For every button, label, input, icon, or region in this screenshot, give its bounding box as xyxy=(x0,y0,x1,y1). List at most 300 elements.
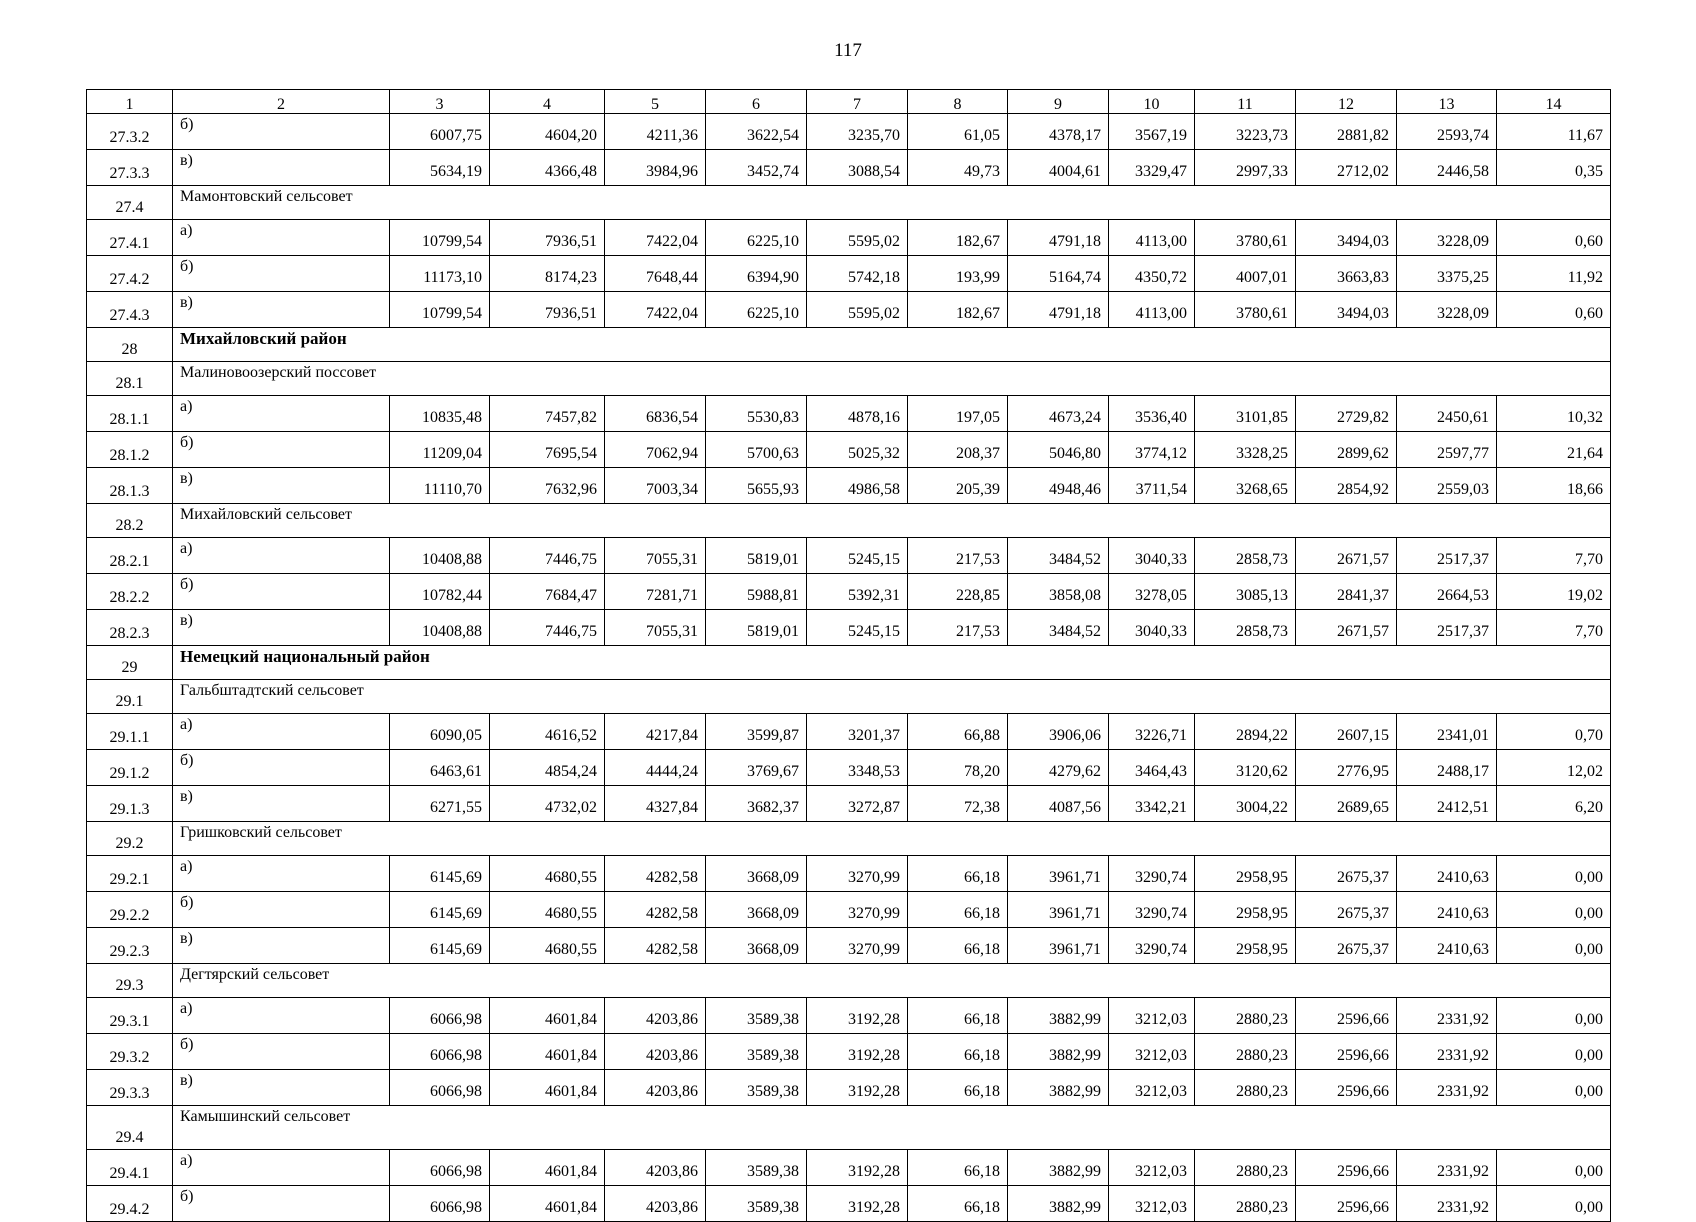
cell-col-13: 2331,92 xyxy=(1397,1070,1497,1106)
row-code: 28.1.1 xyxy=(87,396,173,432)
cell-col-9: 3882,99 xyxy=(1008,1186,1109,1222)
cell-col-4: 8174,23 xyxy=(490,256,605,292)
column-header: 9 xyxy=(1008,90,1109,114)
cell-col-9: 3484,52 xyxy=(1008,538,1109,574)
row-variant: а) xyxy=(173,396,390,432)
cell-col-11: 2858,73 xyxy=(1195,610,1296,646)
cell-col-4: 4601,84 xyxy=(490,1070,605,1106)
cell-col-4: 7632,96 xyxy=(490,468,605,504)
cell-col-5: 4203,86 xyxy=(605,998,706,1034)
cell-col-7: 3235,70 xyxy=(807,114,908,150)
cell-col-14: 7,70 xyxy=(1497,538,1611,574)
cell-col-11: 2880,23 xyxy=(1195,1070,1296,1106)
cell-col-13: 2341,01 xyxy=(1397,714,1497,750)
column-header: 3 xyxy=(390,90,490,114)
cell-col-7: 3270,99 xyxy=(807,928,908,964)
district-title: Немецкий национальный район xyxy=(173,646,1611,680)
cell-col-5: 4203,86 xyxy=(605,1034,706,1070)
cell-col-12: 2729,82 xyxy=(1296,396,1397,432)
cell-col-4: 4604,20 xyxy=(490,114,605,150)
cell-col-5: 7003,34 xyxy=(605,468,706,504)
cell-col-3: 6066,98 xyxy=(390,1070,490,1106)
cell-col-13: 2331,92 xyxy=(1397,1186,1497,1222)
cell-col-9: 3961,71 xyxy=(1008,892,1109,928)
cell-col-3: 5634,19 xyxy=(390,150,490,186)
council-title: Мамонтовский сельсовет xyxy=(173,186,1611,220)
header-row xyxy=(87,90,1611,114)
cell-col-14: 7,70 xyxy=(1497,610,1611,646)
cell-col-7: 5392,31 xyxy=(807,574,908,610)
cell-col-7: 5245,15 xyxy=(807,610,908,646)
council-title: Камышинский сельсовет xyxy=(173,1106,1611,1150)
cell-col-11: 3101,85 xyxy=(1195,396,1296,432)
cell-col-5: 4203,86 xyxy=(605,1150,706,1186)
council-title: Гальбштадтский сельсовет xyxy=(173,680,1611,714)
cell-col-6: 3589,38 xyxy=(706,1070,807,1106)
cell-col-6: 6225,10 xyxy=(706,292,807,328)
cell-col-6: 3668,09 xyxy=(706,892,807,928)
cell-col-11: 3328,25 xyxy=(1195,432,1296,468)
column-header: 13 xyxy=(1397,90,1497,114)
cell-col-13: 2450,61 xyxy=(1397,396,1497,432)
cell-col-3: 10799,54 xyxy=(390,292,490,328)
row-code: 28.2 xyxy=(87,504,173,538)
cell-col-14: 0,00 xyxy=(1497,1070,1611,1106)
cell-col-13: 2517,37 xyxy=(1397,610,1497,646)
cell-col-11: 2880,23 xyxy=(1195,1034,1296,1070)
cell-col-6: 6394,90 xyxy=(706,256,807,292)
cell-col-11: 2958,95 xyxy=(1195,928,1296,964)
cell-col-4: 7936,51 xyxy=(490,292,605,328)
cell-col-9: 3484,52 xyxy=(1008,610,1109,646)
cell-col-14: 0,60 xyxy=(1497,292,1611,328)
row-code: 27.4.1 xyxy=(87,220,173,256)
council-title: Малиновоозерский поссовет xyxy=(173,362,1611,396)
cell-col-10: 3711,54 xyxy=(1109,468,1195,504)
cell-col-5: 6836,54 xyxy=(605,396,706,432)
row-code: 29.4.1 xyxy=(87,1150,173,1186)
table-row xyxy=(87,714,1611,750)
column-header: 7 xyxy=(807,90,908,114)
cell-col-9: 4087,56 xyxy=(1008,786,1109,822)
row-code: 27.4.3 xyxy=(87,292,173,328)
row-code: 29.1.2 xyxy=(87,750,173,786)
cell-col-3: 6145,69 xyxy=(390,892,490,928)
cell-col-3: 6145,69 xyxy=(390,928,490,964)
row-code: 29.1.3 xyxy=(87,786,173,822)
council-title: Дегтярский сельсовет xyxy=(173,964,1611,998)
column-header: 10 xyxy=(1109,90,1195,114)
row-variant: б) xyxy=(173,114,390,150)
cell-col-13: 2446,58 xyxy=(1397,150,1497,186)
cell-col-7: 3088,54 xyxy=(807,150,908,186)
cell-col-7: 3272,87 xyxy=(807,786,908,822)
row-code: 29.3.2 xyxy=(87,1034,173,1070)
row-variant: а) xyxy=(173,1150,390,1186)
table-row xyxy=(87,114,1611,150)
cell-col-7: 3270,99 xyxy=(807,856,908,892)
tariff-table xyxy=(86,89,1611,1222)
cell-col-12: 2689,65 xyxy=(1296,786,1397,822)
cell-col-14: 0,00 xyxy=(1497,856,1611,892)
cell-col-5: 7422,04 xyxy=(605,220,706,256)
cell-col-11: 2958,95 xyxy=(1195,856,1296,892)
cell-col-4: 4680,55 xyxy=(490,856,605,892)
cell-col-4: 4601,84 xyxy=(490,1150,605,1186)
row-variant: а) xyxy=(173,856,390,892)
table-row xyxy=(87,256,1611,292)
cell-col-9: 3882,99 xyxy=(1008,1150,1109,1186)
row-code: 29 xyxy=(87,646,173,680)
cell-col-4: 4680,55 xyxy=(490,892,605,928)
cell-col-5: 7648,44 xyxy=(605,256,706,292)
cell-col-6: 3452,74 xyxy=(706,150,807,186)
cell-col-8: 228,85 xyxy=(908,574,1008,610)
row-code: 28.1 xyxy=(87,362,173,396)
table-row xyxy=(87,432,1611,468)
cell-col-9: 4673,24 xyxy=(1008,396,1109,432)
cell-col-11: 2894,22 xyxy=(1195,714,1296,750)
table-row xyxy=(87,786,1611,822)
cell-col-8: 61,05 xyxy=(908,114,1008,150)
cell-col-14: 0,00 xyxy=(1497,928,1611,964)
cell-col-7: 3201,37 xyxy=(807,714,908,750)
table-row xyxy=(87,150,1611,186)
district-row xyxy=(87,328,1611,362)
cell-col-11: 2880,23 xyxy=(1195,998,1296,1034)
cell-col-11: 4007,01 xyxy=(1195,256,1296,292)
cell-col-5: 4282,58 xyxy=(605,928,706,964)
cell-col-5: 4282,58 xyxy=(605,856,706,892)
cell-col-8: 208,37 xyxy=(908,432,1008,468)
cell-col-7: 5025,32 xyxy=(807,432,908,468)
district-title: Михайловский район xyxy=(173,328,1611,362)
cell-col-7: 4878,16 xyxy=(807,396,908,432)
table-row xyxy=(87,750,1611,786)
cell-col-4: 4616,52 xyxy=(490,714,605,750)
cell-col-9: 5164,74 xyxy=(1008,256,1109,292)
row-code: 27.4 xyxy=(87,186,173,220)
cell-col-10: 3226,71 xyxy=(1109,714,1195,750)
cell-col-6: 3589,38 xyxy=(706,1186,807,1222)
cell-col-10: 3040,33 xyxy=(1109,610,1195,646)
cell-col-7: 3192,28 xyxy=(807,1070,908,1106)
cell-col-10: 3774,12 xyxy=(1109,432,1195,468)
cell-col-3: 10782,44 xyxy=(390,574,490,610)
cell-col-10: 3567,19 xyxy=(1109,114,1195,150)
row-code: 29.2.3 xyxy=(87,928,173,964)
cell-col-12: 3494,03 xyxy=(1296,292,1397,328)
cell-col-8: 217,53 xyxy=(908,538,1008,574)
cell-col-7: 4986,58 xyxy=(807,468,908,504)
cell-col-10: 4113,00 xyxy=(1109,292,1195,328)
cell-col-5: 4211,36 xyxy=(605,114,706,150)
row-code: 29.1 xyxy=(87,680,173,714)
cell-col-9: 3906,06 xyxy=(1008,714,1109,750)
row-code: 29.2.1 xyxy=(87,856,173,892)
cell-col-10: 3290,74 xyxy=(1109,892,1195,928)
cell-col-10: 3212,03 xyxy=(1109,1070,1195,1106)
cell-col-11: 2958,95 xyxy=(1195,892,1296,928)
cell-col-14: 0,00 xyxy=(1497,1186,1611,1222)
cell-col-9: 4279,62 xyxy=(1008,750,1109,786)
cell-col-6: 3668,09 xyxy=(706,928,807,964)
cell-col-8: 72,38 xyxy=(908,786,1008,822)
cell-col-11: 3780,61 xyxy=(1195,292,1296,328)
cell-col-3: 6007,75 xyxy=(390,114,490,150)
table-row xyxy=(87,1186,1611,1222)
cell-col-13: 2412,51 xyxy=(1397,786,1497,822)
row-variant: в) xyxy=(173,292,390,328)
cell-col-6: 5819,01 xyxy=(706,610,807,646)
cell-col-11: 2880,23 xyxy=(1195,1186,1296,1222)
cell-col-3: 11173,10 xyxy=(390,256,490,292)
row-code: 29.2 xyxy=(87,822,173,856)
cell-col-8: 217,53 xyxy=(908,610,1008,646)
cell-col-12: 2776,95 xyxy=(1296,750,1397,786)
cell-col-13: 3228,09 xyxy=(1397,220,1497,256)
row-code: 29.3.1 xyxy=(87,998,173,1034)
cell-col-4: 7936,51 xyxy=(490,220,605,256)
cell-col-14: 11,92 xyxy=(1497,256,1611,292)
cell-col-8: 182,67 xyxy=(908,292,1008,328)
cell-col-8: 49,73 xyxy=(908,150,1008,186)
row-code: 28.2.3 xyxy=(87,610,173,646)
cell-col-3: 6090,05 xyxy=(390,714,490,750)
table-row xyxy=(87,468,1611,504)
row-code: 27.3.3 xyxy=(87,150,173,186)
cell-col-11: 3223,73 xyxy=(1195,114,1296,150)
section-row xyxy=(87,964,1611,998)
cell-col-6: 3769,67 xyxy=(706,750,807,786)
column-header: 8 xyxy=(908,90,1008,114)
cell-col-12: 2854,92 xyxy=(1296,468,1397,504)
cell-col-14: 0,00 xyxy=(1497,1150,1611,1186)
cell-col-14: 0,00 xyxy=(1497,892,1611,928)
column-header: 12 xyxy=(1296,90,1397,114)
cell-col-11: 2880,23 xyxy=(1195,1150,1296,1186)
cell-col-12: 2712,02 xyxy=(1296,150,1397,186)
cell-col-13: 3375,25 xyxy=(1397,256,1497,292)
row-code: 29.3 xyxy=(87,964,173,998)
page-number: 117 xyxy=(834,40,862,61)
row-code: 29.1.1 xyxy=(87,714,173,750)
column-header: 6 xyxy=(706,90,807,114)
table-row xyxy=(87,292,1611,328)
cell-col-8: 66,18 xyxy=(908,998,1008,1034)
cell-col-7: 5742,18 xyxy=(807,256,908,292)
row-variant: а) xyxy=(173,538,390,574)
cell-col-12: 2596,66 xyxy=(1296,1034,1397,1070)
cell-col-12: 2596,66 xyxy=(1296,1186,1397,1222)
cell-col-4: 7457,82 xyxy=(490,396,605,432)
cell-col-10: 3536,40 xyxy=(1109,396,1195,432)
cell-col-6: 3599,87 xyxy=(706,714,807,750)
cell-col-12: 2607,15 xyxy=(1296,714,1397,750)
cell-col-10: 3290,74 xyxy=(1109,928,1195,964)
column-header: 11 xyxy=(1195,90,1296,114)
section-row xyxy=(87,1106,1611,1150)
table-row xyxy=(87,220,1611,256)
cell-col-12: 2671,57 xyxy=(1296,538,1397,574)
cell-col-5: 4327,84 xyxy=(605,786,706,822)
cell-col-10: 3464,43 xyxy=(1109,750,1195,786)
cell-col-5: 7055,31 xyxy=(605,538,706,574)
cell-col-11: 3780,61 xyxy=(1195,220,1296,256)
cell-col-3: 10835,48 xyxy=(390,396,490,432)
cell-col-12: 2671,57 xyxy=(1296,610,1397,646)
row-variant: б) xyxy=(173,750,390,786)
table-row xyxy=(87,856,1611,892)
cell-col-14: 10,32 xyxy=(1497,396,1611,432)
cell-col-12: 2596,66 xyxy=(1296,1070,1397,1106)
column-header: 1 xyxy=(87,90,173,114)
table-row xyxy=(87,538,1611,574)
cell-col-4: 7446,75 xyxy=(490,610,605,646)
cell-col-10: 3040,33 xyxy=(1109,538,1195,574)
section-row xyxy=(87,362,1611,396)
cell-col-13: 2664,53 xyxy=(1397,574,1497,610)
table-row xyxy=(87,1070,1611,1106)
cell-col-8: 66,18 xyxy=(908,1070,1008,1106)
cell-col-6: 5530,83 xyxy=(706,396,807,432)
cell-col-9: 4791,18 xyxy=(1008,292,1109,328)
row-variant: в) xyxy=(173,468,390,504)
cell-col-13: 2593,74 xyxy=(1397,114,1497,150)
cell-col-6: 3589,38 xyxy=(706,1034,807,1070)
cell-col-11: 3120,62 xyxy=(1195,750,1296,786)
row-variant: б) xyxy=(173,1034,390,1070)
cell-col-5: 4203,86 xyxy=(605,1186,706,1222)
cell-col-12: 2596,66 xyxy=(1296,998,1397,1034)
cell-col-10: 3290,74 xyxy=(1109,856,1195,892)
cell-col-9: 3882,99 xyxy=(1008,998,1109,1034)
cell-col-6: 3668,09 xyxy=(706,856,807,892)
cell-col-3: 6066,98 xyxy=(390,1186,490,1222)
cell-col-3: 11110,70 xyxy=(390,468,490,504)
row-code: 27.4.2 xyxy=(87,256,173,292)
cell-col-9: 4004,61 xyxy=(1008,150,1109,186)
cell-col-4: 4680,55 xyxy=(490,928,605,964)
cell-col-10: 3212,03 xyxy=(1109,1186,1195,1222)
row-code: 28.1.3 xyxy=(87,468,173,504)
cell-col-6: 3589,38 xyxy=(706,1150,807,1186)
cell-col-6: 5655,93 xyxy=(706,468,807,504)
cell-col-7: 3270,99 xyxy=(807,892,908,928)
cell-col-8: 197,05 xyxy=(908,396,1008,432)
row-code: 29.4 xyxy=(87,1106,173,1150)
cell-col-14: 0,00 xyxy=(1497,998,1611,1034)
cell-col-11: 3085,13 xyxy=(1195,574,1296,610)
table-row xyxy=(87,998,1611,1034)
row-code: 29.2.2 xyxy=(87,892,173,928)
council-title: Гришковский сельсовет xyxy=(173,822,1611,856)
cell-col-5: 4217,84 xyxy=(605,714,706,750)
cell-col-13: 2488,17 xyxy=(1397,750,1497,786)
cell-col-4: 7695,54 xyxy=(490,432,605,468)
column-header: 2 xyxy=(173,90,390,114)
cell-col-9: 3961,71 xyxy=(1008,928,1109,964)
cell-col-3: 11209,04 xyxy=(390,432,490,468)
cell-col-9: 3882,99 xyxy=(1008,1034,1109,1070)
row-variant: в) xyxy=(173,150,390,186)
section-row xyxy=(87,504,1611,538)
cell-col-6: 3622,54 xyxy=(706,114,807,150)
cell-col-8: 182,67 xyxy=(908,220,1008,256)
table-row xyxy=(87,1034,1611,1070)
cell-col-12: 2881,82 xyxy=(1296,114,1397,150)
row-variant: б) xyxy=(173,1186,390,1222)
cell-col-3: 6145,69 xyxy=(390,856,490,892)
cell-col-7: 5245,15 xyxy=(807,538,908,574)
row-code: 29.3.3 xyxy=(87,1070,173,1106)
cell-col-14: 0,70 xyxy=(1497,714,1611,750)
section-row xyxy=(87,680,1611,714)
cell-col-11: 3268,65 xyxy=(1195,468,1296,504)
row-variant: в) xyxy=(173,786,390,822)
cell-col-8: 66,18 xyxy=(908,928,1008,964)
cell-col-5: 7062,94 xyxy=(605,432,706,468)
cell-col-7: 3192,28 xyxy=(807,1034,908,1070)
cell-col-10: 3329,47 xyxy=(1109,150,1195,186)
cell-col-8: 205,39 xyxy=(908,468,1008,504)
cell-col-13: 2331,92 xyxy=(1397,1034,1497,1070)
table-row xyxy=(87,396,1611,432)
cell-col-7: 3192,28 xyxy=(807,1150,908,1186)
cell-col-6: 5988,81 xyxy=(706,574,807,610)
cell-col-4: 4601,84 xyxy=(490,998,605,1034)
cell-col-14: 0,00 xyxy=(1497,1034,1611,1070)
cell-col-14: 12,02 xyxy=(1497,750,1611,786)
cell-col-14: 0,60 xyxy=(1497,220,1611,256)
cell-col-9: 3858,08 xyxy=(1008,574,1109,610)
cell-col-4: 4601,84 xyxy=(490,1034,605,1070)
row-code: 28.2.1 xyxy=(87,538,173,574)
cell-col-6: 3682,37 xyxy=(706,786,807,822)
cell-col-12: 2675,37 xyxy=(1296,856,1397,892)
cell-col-12: 2899,62 xyxy=(1296,432,1397,468)
table-body xyxy=(87,90,1611,1222)
row-variant: в) xyxy=(173,1070,390,1106)
cell-col-4: 7446,75 xyxy=(490,538,605,574)
cell-col-3: 10408,88 xyxy=(390,538,490,574)
cell-col-8: 66,88 xyxy=(908,714,1008,750)
cell-col-8: 66,18 xyxy=(908,892,1008,928)
cell-col-5: 7055,31 xyxy=(605,610,706,646)
cell-col-6: 5819,01 xyxy=(706,538,807,574)
cell-col-7: 5595,02 xyxy=(807,292,908,328)
section-row xyxy=(87,822,1611,856)
cell-col-3: 6463,61 xyxy=(390,750,490,786)
column-header: 5 xyxy=(605,90,706,114)
cell-col-14: 21,64 xyxy=(1497,432,1611,468)
cell-col-8: 66,18 xyxy=(908,856,1008,892)
cell-col-13: 2410,63 xyxy=(1397,892,1497,928)
table-row xyxy=(87,574,1611,610)
cell-col-9: 3882,99 xyxy=(1008,1070,1109,1106)
cell-col-11: 2997,33 xyxy=(1195,150,1296,186)
cell-col-11: 2858,73 xyxy=(1195,538,1296,574)
cell-col-8: 66,18 xyxy=(908,1186,1008,1222)
cell-col-10: 3212,03 xyxy=(1109,1150,1195,1186)
cell-col-14: 11,67 xyxy=(1497,114,1611,150)
cell-col-9: 5046,80 xyxy=(1008,432,1109,468)
cell-col-3: 10408,88 xyxy=(390,610,490,646)
cell-col-6: 3589,38 xyxy=(706,998,807,1034)
cell-col-4: 4732,02 xyxy=(490,786,605,822)
table-row xyxy=(87,1150,1611,1186)
row-code: 29.4.2 xyxy=(87,1186,173,1222)
